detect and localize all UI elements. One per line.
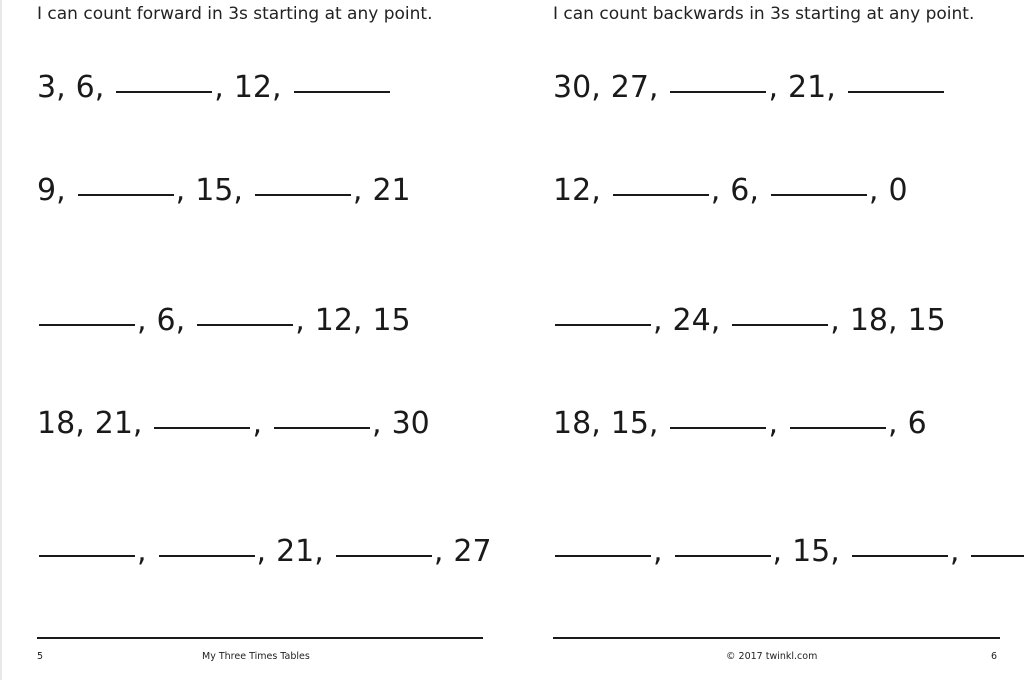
sequence-number: 21 [372, 173, 411, 208]
sequence-number: 15 [907, 303, 946, 338]
sequence-number: 18 [553, 406, 592, 441]
sequence-row [553, 173, 908, 209]
page-heading: I can count forward in 3s starting at any point. [37, 4, 433, 24]
answer-blank[interactable] [116, 91, 212, 93]
answer-blank[interactable] [675, 555, 771, 557]
sequence-number: 12 [314, 303, 353, 338]
comma: , [710, 173, 721, 208]
worksheet-page-left [37, 0, 492, 680]
sequence-row [553, 303, 946, 339]
page-number: 6 [991, 651, 998, 662]
answer-blank[interactable] [848, 91, 944, 93]
answer-blank[interactable] [670, 427, 766, 429]
sequence-number: 3 [37, 70, 57, 105]
footer-rule [37, 637, 483, 639]
sequence-number: 6 [156, 303, 176, 338]
answer-blank[interactable] [613, 194, 709, 196]
sequence-number: 18 [849, 303, 889, 338]
comma: , [137, 303, 147, 338]
sequence-row [37, 406, 430, 442]
comma: , [256, 534, 267, 569]
comma: , [314, 534, 324, 569]
worksheet-page-right [553, 0, 1000, 680]
answer-blank[interactable] [274, 427, 370, 429]
answer-blank[interactable] [790, 427, 886, 429]
footer-title: My Three Times Tables [202, 651, 310, 662]
comma: , [888, 406, 898, 441]
comma: , [830, 303, 840, 338]
footer-rule [553, 637, 1000, 639]
comma: , [888, 303, 898, 338]
sequence-number: 30 [553, 70, 592, 105]
comma: , [591, 70, 601, 105]
answer-blank[interactable] [771, 194, 867, 196]
sequence-number: 15 [195, 173, 234, 208]
comma: , [830, 534, 840, 569]
comma: , [868, 173, 879, 208]
comma: , [749, 173, 759, 208]
sequence-number: 15 [372, 303, 411, 338]
comma: , [591, 173, 601, 208]
comma: , [94, 70, 105, 105]
sequence-number: 27 [453, 534, 492, 569]
sequence-row [553, 406, 927, 442]
page-heading: I can count backwards in 3s starting at any point. [553, 4, 975, 24]
sequence-row [37, 534, 492, 570]
comma: , [772, 534, 783, 569]
sequence-number: 12 [233, 70, 273, 105]
comma: , [56, 70, 66, 105]
comma: , [648, 406, 659, 441]
answer-blank[interactable] [336, 555, 432, 557]
sequence-row [37, 173, 411, 209]
comma: , [653, 303, 663, 338]
answer-blank[interactable] [971, 555, 1024, 557]
comma: , [768, 406, 779, 441]
sequence-number: 30 [391, 406, 430, 441]
comma: , [826, 70, 836, 105]
answer-blank[interactable] [154, 427, 250, 429]
sequence-number: 27 [610, 70, 649, 105]
answer-blank[interactable] [255, 194, 351, 196]
comma: , [433, 534, 444, 569]
comma: , [949, 534, 960, 569]
answer-blank[interactable] [852, 555, 948, 557]
sequence-number: 9 [37, 173, 57, 208]
sequence-number: 21 [94, 406, 133, 441]
sequence-number: 6 [75, 70, 95, 105]
comma: , [272, 70, 282, 105]
comma: , [132, 406, 143, 441]
answer-blank[interactable] [732, 324, 828, 326]
sequence-number: 15 [792, 534, 831, 569]
page-edge [0, 0, 2, 680]
answer-blank[interactable] [670, 91, 766, 93]
answer-blank[interactable] [555, 324, 651, 326]
answer-blank[interactable] [78, 194, 174, 196]
comma: , [648, 70, 659, 105]
comma: , [710, 303, 721, 338]
copyright-text: © 2017 twinkl.com [726, 651, 818, 662]
sequence-number: 12 [553, 173, 592, 208]
comma: , [768, 70, 779, 105]
sequence-number: 21 [788, 70, 827, 105]
sequence-row [37, 303, 411, 339]
sequence-number: 6 [730, 173, 750, 208]
comma: , [352, 303, 363, 338]
answer-blank[interactable] [39, 555, 135, 557]
sequence-row [553, 534, 1024, 570]
answer-blank[interactable] [39, 324, 135, 326]
comma: , [653, 534, 663, 569]
answer-blank[interactable] [159, 555, 255, 557]
comma: , [137, 534, 147, 569]
comma: , [295, 303, 305, 338]
sequence-number: 6 [907, 406, 927, 441]
comma: , [352, 173, 363, 208]
comma: , [214, 70, 224, 105]
comma: , [252, 406, 263, 441]
sequence-number: 24 [672, 303, 711, 338]
comma: , [372, 406, 382, 441]
sequence-number: 21 [276, 534, 315, 569]
sequence-number: 18 [37, 406, 76, 441]
comma: , [175, 303, 186, 338]
sequence-number: 15 [610, 406, 649, 441]
comma: , [591, 406, 601, 441]
comma: , [75, 406, 85, 441]
sequence-row [553, 70, 946, 106]
sequence-number: 0 [888, 173, 908, 208]
answer-blank[interactable] [555, 555, 651, 557]
page-number: 5 [37, 651, 44, 662]
answer-blank[interactable] [197, 324, 293, 326]
answer-blank[interactable] [294, 91, 390, 93]
comma: , [175, 173, 186, 208]
comma: , [233, 173, 243, 208]
sequence-row [37, 70, 392, 106]
comma: , [56, 173, 66, 208]
